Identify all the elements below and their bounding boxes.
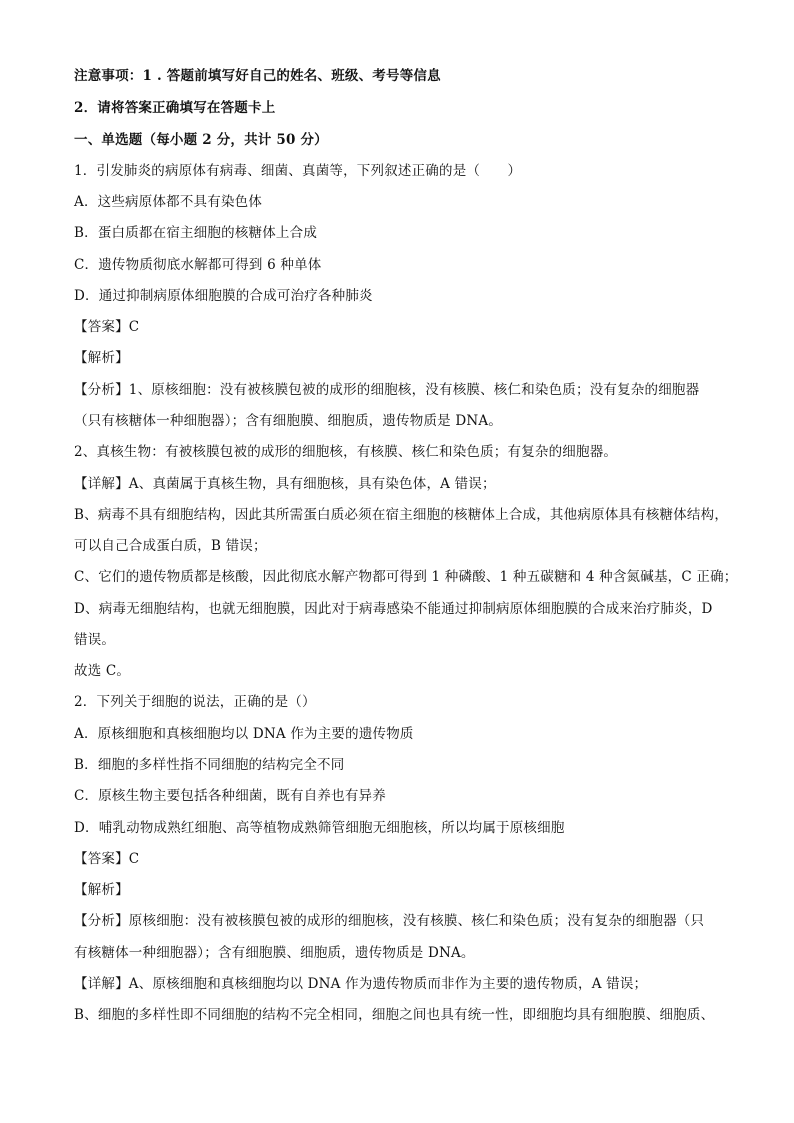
q1-analysis-line: B、病毒不具有细胞结构，因此其所需蛋白质必须在宿主细胞的核糖体上合成，其他病原体具有核糖体结构， xyxy=(74,507,729,523)
q2-analysis-line: 有核糖体一种细胞器）；含有细胞膜、细胞质，遗传物质是 DNA。 xyxy=(74,945,475,961)
notice-line-1: 注意事项：1 . 答题前填写好自己的姓名、班级、考号等信息 xyxy=(74,68,441,84)
q1-option-c: C．遗传物质彻底水解都可得到 6 种单体 xyxy=(74,257,322,273)
q1-option-d: D．通过抑制病原体细胞膜的合成可治疗各种肺炎 xyxy=(74,288,373,304)
q1-analysis-line: 可以自己合成蛋白质，B 错误； xyxy=(74,538,267,554)
q1-option-a: A．这些病原体都不具有染色体 xyxy=(74,194,263,210)
q1-option-b: B．蛋白质都在宿主细胞的核糖体上合成 xyxy=(74,225,318,241)
q2-analysis-line: B、细胞的多样性即不同细胞的结构不完全相同，细胞之间也具有统一性，即细胞均具有细胞膜、细胞质、 xyxy=(74,1007,715,1023)
q2-stem: 2．下列关于细胞的说法，正确的是（） xyxy=(74,694,316,710)
q2-option-a: A．原核细胞和真核细胞均以 DNA 作为主要的遗传物质 xyxy=(74,726,414,742)
notice-line-2: 2．请将答案正确填写在答题卡上 xyxy=(74,100,276,116)
q1-analysis-line: C、它们的遗传物质都是核酸，因此彻底水解产物都可得到 1 种磷酸、1 种五碳糖和 4 种含氮碱基，C 正确； xyxy=(74,569,738,585)
q1-analysis-line: 错误。 xyxy=(74,632,116,648)
q1-analysis-line: （只有核糖体一种细胞器）；含有细胞膜、细胞质，遗传物质是 DNA。 xyxy=(74,413,503,429)
q2-option-d: D．哺乳动物成熟红细胞、高等植物成熟筛管细胞无细胞核，所以均属于原核细胞 xyxy=(74,820,565,836)
q2-analysis-line: 【分析】原核细胞：没有被核膜包被的成形的细胞核，没有核膜、核仁和染色质；没有复杂的细胞器（只 xyxy=(74,913,705,929)
q2-option-b: B．细胞的多样性指不同细胞的结构完全不同 xyxy=(74,757,345,773)
q1-analysis-line: 【详解】A、真菌属于真核生物，具有细胞核，具有染色体，A 错误； xyxy=(74,476,496,492)
q2-option-c: C．原核生物主要包括各种细菌，既有自养也有异养 xyxy=(74,788,386,804)
q1-answer: 【答案】C xyxy=(74,319,140,335)
q1-conclusion: 故选 C。 xyxy=(74,663,131,679)
q1-analysis-label: 【解析】 xyxy=(74,350,129,366)
q2-answer: 【答案】C xyxy=(74,851,140,867)
q1-stem: 1．引发肺炎的病原体有病毒、细菌、真菌等，下列叙述正确的是（ ） xyxy=(74,163,522,179)
q1-analysis-line: D、病毒无细胞结构，也就无细胞膜，因此对于病毒感染不能通过抑制病原体细胞膜的合成来治疗肺炎，D xyxy=(74,601,713,617)
q2-analysis-label: 【解析】 xyxy=(74,882,129,898)
q1-analysis-line: 2、真核生物：有被核膜包被的成形的细胞核，有核膜、核仁和染色质；有复杂的细胞器。 xyxy=(74,444,618,460)
q1-analysis-line: 【分析】1、原核细胞：没有被核膜包被的成形的细胞核，没有核膜、核仁和染色质；没有复杂的细胞器 xyxy=(74,382,700,398)
section-title: 一、单选题（每小题 2 分，共计 50 分） xyxy=(74,132,328,148)
q2-analysis-line: 【详解】A、原核细胞和真核细胞均以 DNA 作为遗传物质而非作为主要的遗传物质，A 错误； xyxy=(74,976,648,992)
